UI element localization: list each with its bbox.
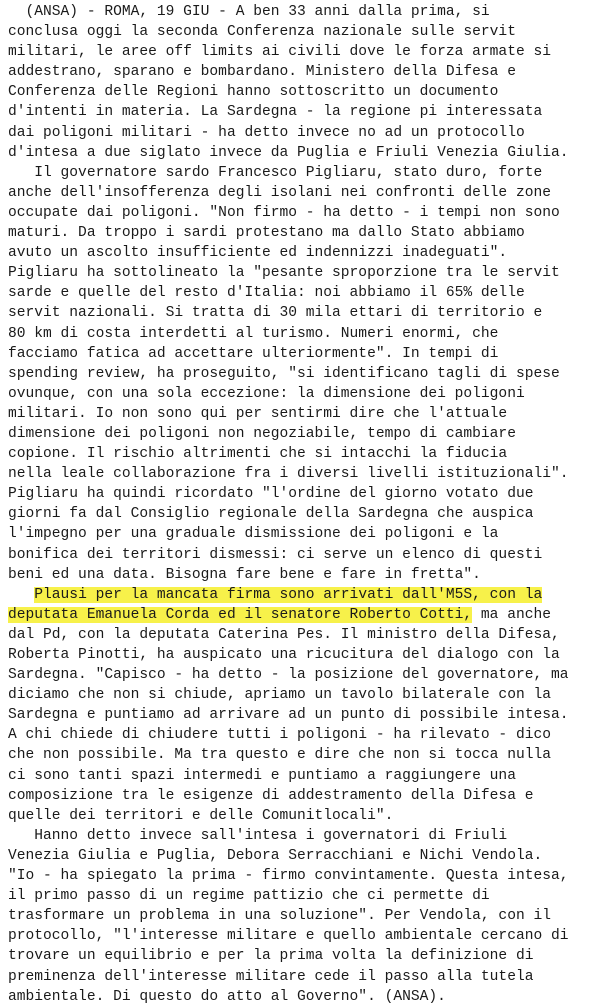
article-line: l'impegno per una graduale dismissione dei poligoni e la [8,526,499,543]
article-line: Roberta Pinotti, ha auspicato una ricucitura del dialogo con la [8,647,560,663]
article-line: Pigliaru ha sottolineato la "pesante sproporzione tra le servit [8,265,560,282]
article-line: d'intesa a due siglato invece da Puglia e Friuli Venezia Giulia. [8,144,569,161]
article-line: nella leale collaborazione fra i diversi livelli istituzionali". [8,466,569,483]
article-line: A chi chiede di chiudere tutti i poligoni - ha rilevato - dico [8,727,551,744]
article-line: militari, le aree off limits ai civili dove le forza armate si [8,44,551,61]
article-line: addestrano, sparano e bombardano. Ministero della Difesa e [8,64,516,81]
article-line: Hanno detto invece sall'intesa i governatori di Friuli [8,827,508,844]
article-line: che non possibile. Ma tra questo e dire che non si tocca nulla [8,747,551,764]
article-line: trovare un equilibrio e per la prima volta la definizione di [8,948,534,965]
highlighted-text: Plausi per la mancata firma sono arrivati dall'M5S, con la [34,586,543,603]
article-line: "Io - ha spiegato la prima - firmo convintamente. Questa intesa, [8,868,569,885]
article-line: anche dell'insofferenza degli isolani nei confronti delle zone [8,184,551,201]
article-line: servit nazionali. Si tratta di 30 mila ettari di territorio e [8,305,543,322]
article-line: ci sono tanti spazi intermedi e puntiamo a raggiungere una [8,767,516,784]
article-line: 80 km di costa interdetti al turismo. Numeri enormi, che [8,325,499,342]
highlighted-line [8,605,598,625]
article-line: maturi. Da troppo i sardi protestano ma dallo Stato abbiamo [8,225,525,242]
article-line: Conferenza delle Regioni hanno sottoscritto un documento [8,84,499,101]
article-line: dal Pd, con la deputata Caterina Pes. Il ministro della Difesa, [8,626,560,643]
article-line: Il governatore sardo Francesco Pigliaru, stato duro, forte [8,164,543,181]
article-line: protocollo, "l'interesse militare e quello ambientale cercano di [8,928,569,945]
article-line: sarde e quelle del resto d'Italia: noi abbiamo il 65% delle [8,285,525,302]
article-line: il primo passo di un regime pattizio che ci permette di [8,888,490,905]
article-line: Pigliaru ha quindi ricordato "l'ordine del giorno votato due [8,486,534,503]
article-line: occupate dai poligoni. "Non firmo - ha detto - i tempi non sono [8,204,560,221]
article-line: preminenza dell'interesse militare cede il passo alla tutela [8,968,534,985]
article-line: dai poligoni militari - ha detto invece no ad un protocollo [8,124,525,141]
article-line: composizione tra le esigenze di addestramento della Difesa e [8,787,534,804]
article-line: facciamo fatica ad accettare ulteriormente". In tempi di [8,345,499,362]
article-line: spending review, ha proseguito, "si identificano tagli di spese [8,365,560,382]
article-line: trasformare un problema in una soluzione". Per Vendola, con il [8,908,551,925]
highlighted-line [8,585,598,605]
article-line: d'intenti in materia. La Sardegna - la regione pi interessata [8,104,543,121]
article-line: avuto un ascolto insufficiente ed indennizzi inadeguati". [8,245,508,262]
article-text-fragment: ma anche [472,606,551,623]
article-line: copione. Il rischio altrimenti che si intacchi la fiducia [8,446,508,463]
article-line: Sardegna. "Capisco - ha detto - la posizione del governatore, ma [8,667,569,684]
article-line: Sardegna e puntiamo ad arrivare ad un punto di possibile intesa. [8,707,569,724]
article-line: quelle dei territori e delle Comunitlocali". [8,807,394,824]
highlighted-text: deputata Emanuela Corda ed il senatore Roberto Cotti, [8,606,473,623]
article-line: ovunque, con una sola eccezione: la dimensione dei poligoni [8,385,525,402]
article-line: bonifica dei territori dismessi: ci serve un elenco di questi [8,546,543,563]
article-line: giorni fa dal Consiglio regionale della Sardegna che auspica [8,506,534,523]
article-line: conclusa oggi la seconda Conferenza nazionale sulle servit [8,24,516,41]
article-line: militari. Io non sono qui per sentirmi dire che l'attuale [8,405,508,422]
article-line: (ANSA) - ROMA, 19 GIU - A ben 33 anni dalla prima, si [8,4,490,20]
article-line: beni ed una data. Bisogna fare bene e fare in fretta". [8,566,481,583]
article-line: dimensione dei poligoni non negoziabile, tempo di cambiare [8,425,516,442]
article-line: ambientale. Di questo do atto al Governo". (ANSA). [8,988,446,1005]
article-line: Venezia Giulia e Puglia, Debora Serracchiani e Nichi Vendola. [8,847,543,864]
article-text [8,2,598,1007]
article-line: diciamo che non si chiude, apriamo un tavolo bilaterale con la [8,687,551,704]
